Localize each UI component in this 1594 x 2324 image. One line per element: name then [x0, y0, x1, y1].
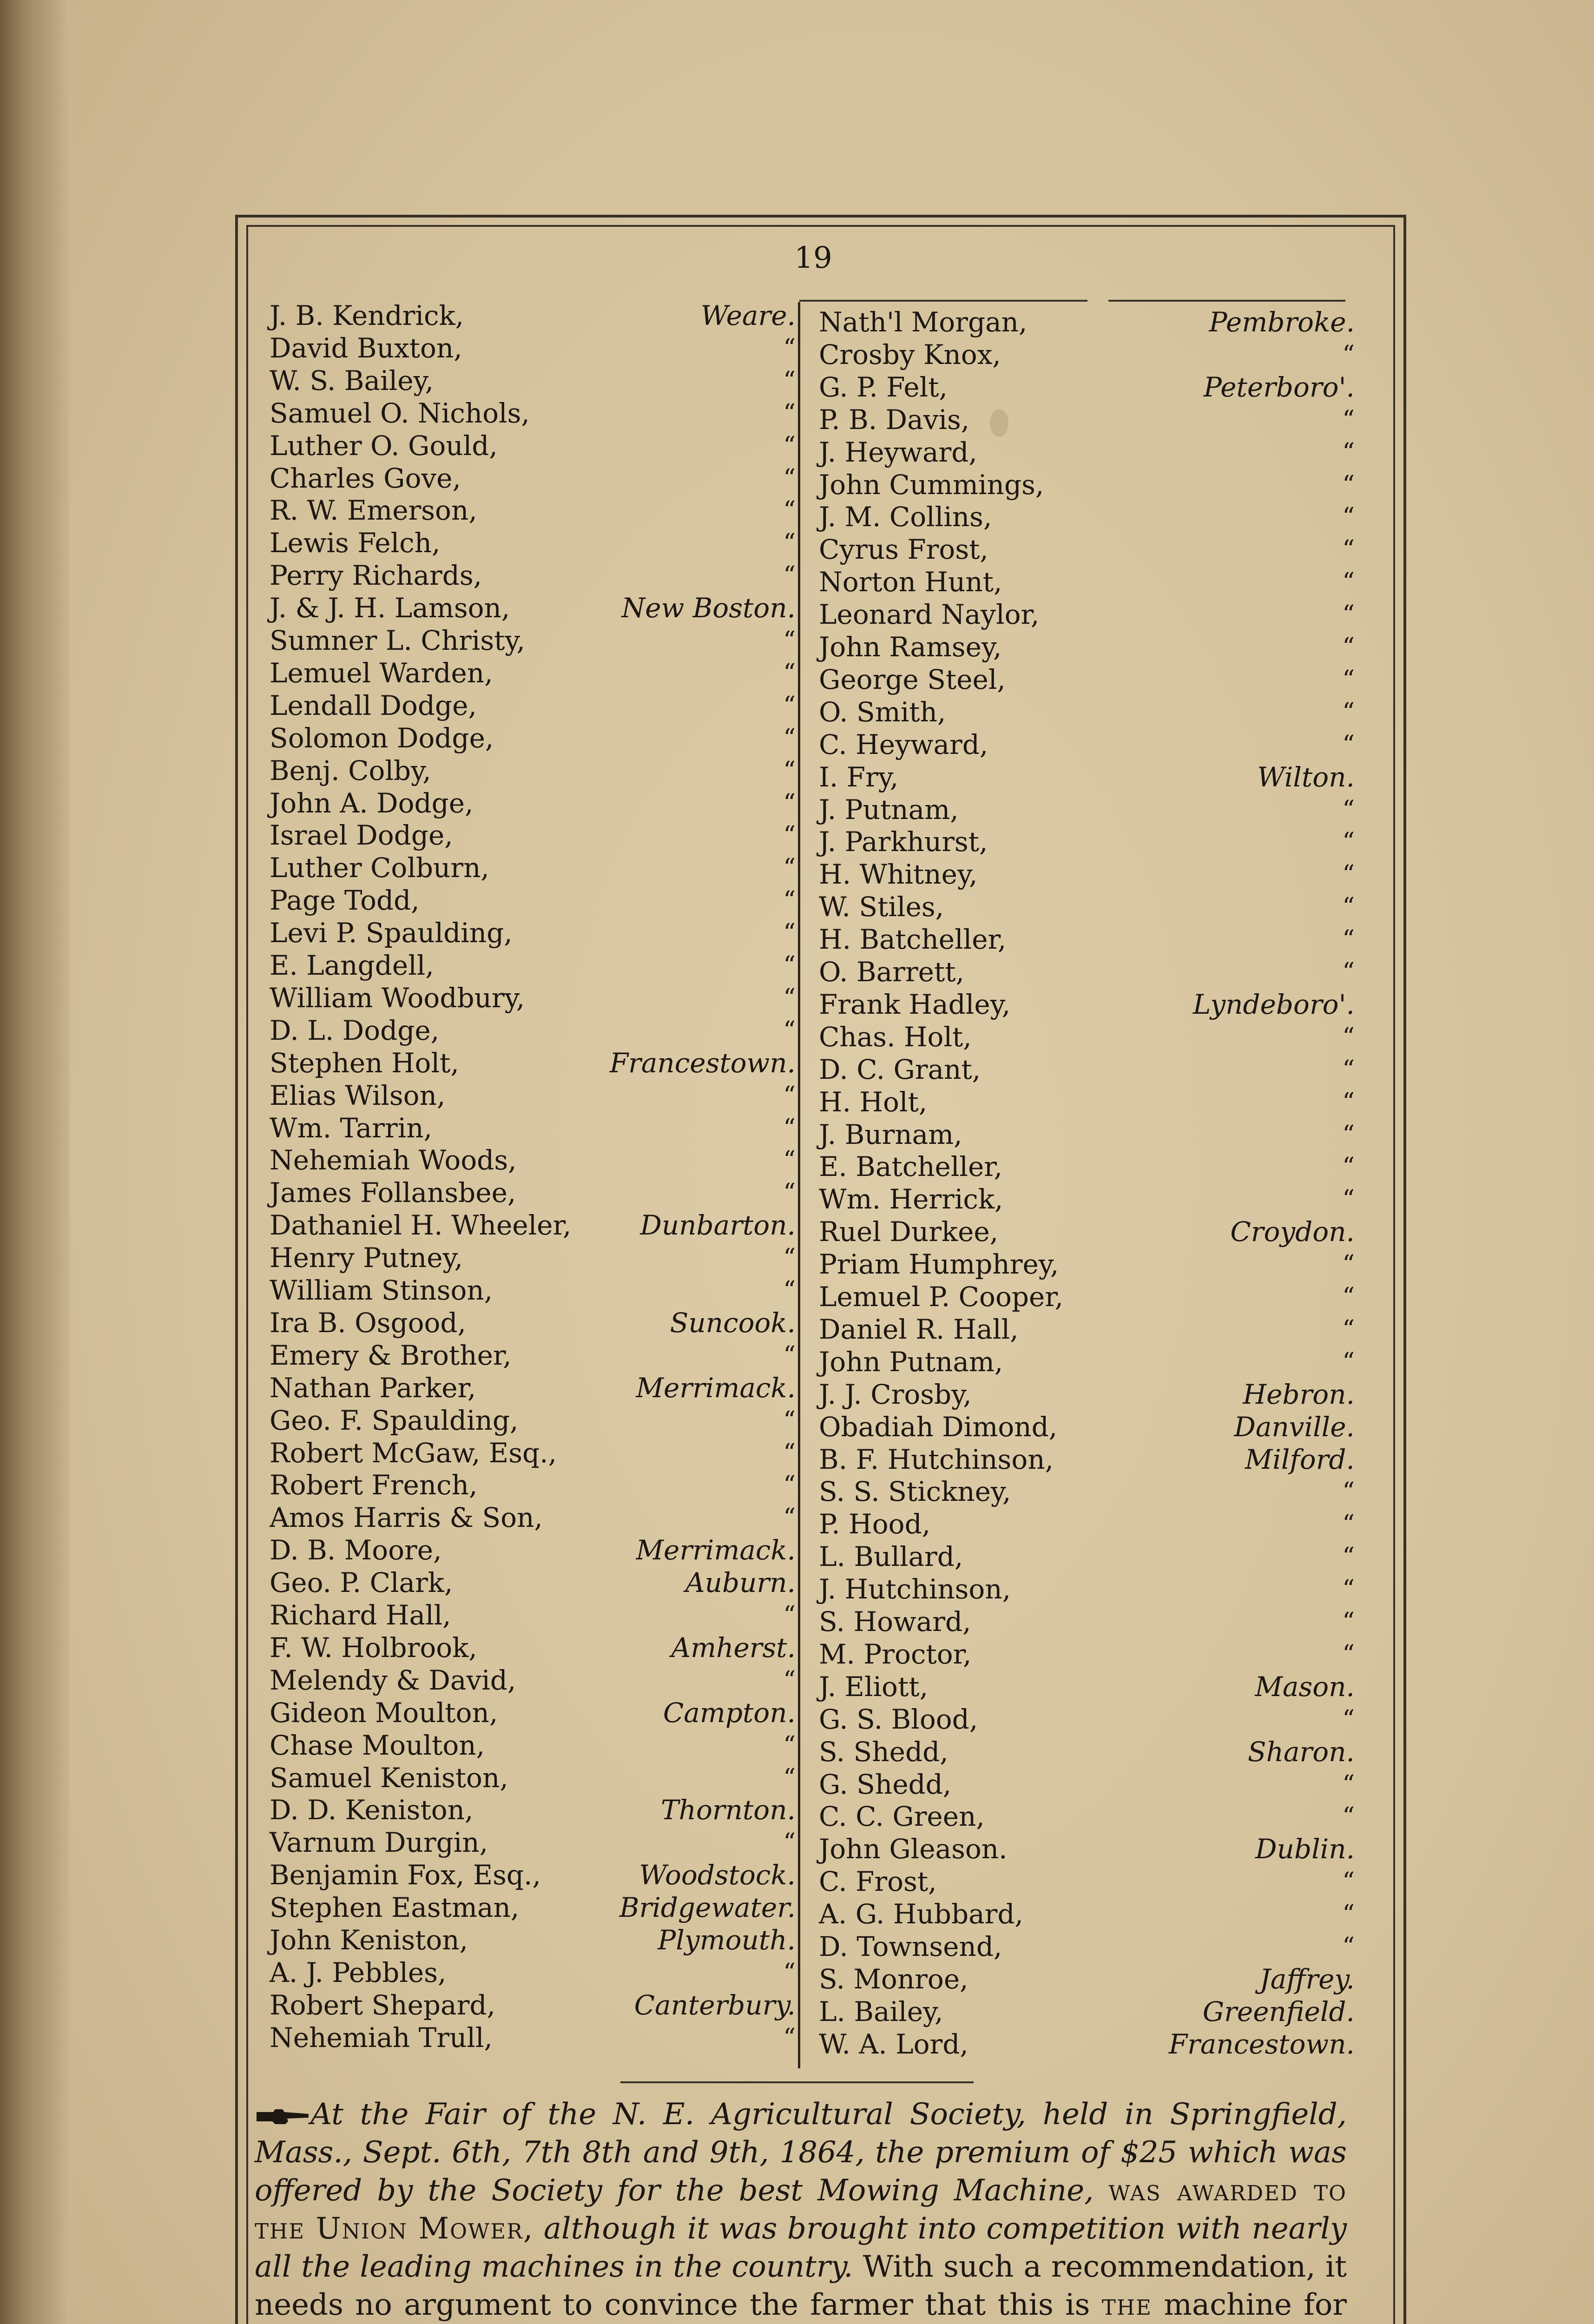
entry-name: Geo. F. Spaulding, — [270, 1404, 519, 1436]
ditto-mark: “ — [1342, 828, 1355, 856]
ditto-mark: “ — [783, 1439, 796, 1467]
entry-name: D. B. Moore, — [270, 1534, 442, 1566]
entry-name: Israel Dodge, — [270, 819, 453, 852]
entry-name: Benj. Colby, — [270, 754, 431, 786]
entry-name: J. Heyward, — [819, 436, 977, 468]
entry-name: H. Batcheller, — [819, 924, 1007, 956]
ditto-mark: “ — [783, 1406, 796, 1434]
entry-name: David Buxton, — [270, 332, 462, 364]
ditto-mark: “ — [1342, 1575, 1355, 1604]
entry-name: Wm. Herrick, — [819, 1183, 1003, 1215]
ditto-mark: “ — [1342, 795, 1355, 824]
entry-name: D. D. Keniston, — [270, 1794, 474, 1826]
entry-place: Dunbarton. — [640, 1209, 796, 1241]
entry-name: Perry Richards, — [270, 560, 482, 592]
header-rule-left — [799, 300, 1087, 302]
entry-name: John Putnam, — [819, 1346, 1003, 1378]
entry-name: Nehemiah Woods, — [270, 1144, 517, 1176]
entry-name: D. Townsend, — [819, 1931, 1002, 1962]
entry-name: Robert McGaw, Esq., — [270, 1437, 557, 1469]
entry-name: Levi P. Spaulding, — [270, 917, 513, 949]
entry-name: Obadiah Dimond, — [819, 1411, 1058, 1443]
ditto-mark: “ — [1342, 860, 1355, 889]
ditto-mark: “ — [1342, 1770, 1355, 1798]
ditto-mark: “ — [783, 2023, 796, 2052]
entry-place: Woodstock. — [639, 1859, 796, 1891]
entry-name: S. Shedd, — [819, 1736, 948, 1768]
entry-name: W. S. Bailey, — [270, 364, 434, 396]
ditto-mark: “ — [783, 366, 796, 395]
entry-place: Merrimack. — [636, 1372, 796, 1404]
ditto-mark: “ — [783, 1244, 796, 1272]
notice-awarded: was awarded to the Union Mower, — [255, 2173, 1347, 2246]
ditto-mark: “ — [1342, 438, 1355, 466]
ditto-mark: “ — [1342, 1900, 1355, 1928]
ditto-mark: “ — [783, 431, 796, 460]
entry-name: Charles Gove, — [270, 462, 461, 494]
entry-name: E. Langdell, — [270, 950, 434, 981]
entry-name: Robert Shepard, — [270, 1989, 495, 2021]
entry-name: Solomon Dodge, — [270, 722, 494, 754]
ditto-mark: “ — [783, 1504, 796, 1532]
ditto-mark: “ — [1342, 1543, 1355, 1571]
entry-name: G. S. Blood, — [819, 1703, 978, 1735]
ditto-mark: “ — [783, 627, 796, 654]
entry-name: John A. Dodge, — [270, 787, 474, 819]
ditto-mark: “ — [783, 789, 796, 817]
entry-name: C. C. Green, — [819, 1801, 985, 1833]
ditto-mark: “ — [783, 984, 796, 1012]
ditto-mark: “ — [783, 399, 796, 427]
entry-name: C. Heyward, — [819, 728, 988, 760]
entry-name: Dathaniel H. Wheeler, — [270, 1209, 572, 1241]
notice-the: the — [1101, 2288, 1152, 2322]
ditto-mark: “ — [1342, 1608, 1355, 1636]
ditto-mark: “ — [1342, 1802, 1355, 1831]
entry-name: Stephen Holt, — [270, 1047, 459, 1079]
ditto-mark: “ — [783, 1179, 796, 1207]
entry-name: Lendall Dodge, — [270, 689, 477, 721]
header-rule-right — [1108, 300, 1345, 302]
entry-name: I. Fry, — [819, 761, 899, 793]
entry-place: Bridgewater. — [619, 1892, 796, 1924]
entry-name: B. F. Hutchinson, — [819, 1443, 1054, 1475]
ditto-mark: “ — [783, 496, 796, 525]
notice-text-3: although it was brought into competition with nearly all the leading machines in the country. — [255, 2212, 1347, 2284]
entry-place: Hebron. — [1243, 1378, 1355, 1410]
entry-place: Greenfield. — [1202, 1995, 1355, 2027]
entry-name: J. Putnam, — [819, 793, 959, 825]
entry-name: Page Todd, — [270, 885, 420, 917]
ditto-mark: “ — [1342, 405, 1355, 434]
entry-place: Auburn. — [685, 1567, 796, 1599]
entry-name: J. & J. H. Lamson, — [270, 592, 510, 624]
book-spine-shadow — [0, 0, 70, 2324]
ditto-mark: “ — [783, 1341, 796, 1369]
ditto-mark: “ — [1342, 1055, 1355, 1083]
entry-place: Sharon. — [1247, 1736, 1355, 1768]
entry-name: L. Bailey, — [819, 1995, 943, 2027]
ditto-mark: “ — [1342, 1088, 1355, 1116]
entry-name: Elias Wilson, — [270, 1079, 446, 1111]
ditto-mark: “ — [1342, 1640, 1355, 1668]
entry-place: Campton. — [663, 1697, 796, 1729]
entry-place: Amherst. — [671, 1631, 796, 1664]
ditto-mark: “ — [783, 1666, 796, 1694]
entry-place: Wilton. — [1257, 761, 1355, 793]
ditto-mark: “ — [1342, 601, 1355, 629]
entry-name: Daniel R. Hall, — [819, 1313, 1019, 1345]
ditto-mark: “ — [1342, 1705, 1355, 1733]
entry-name: Lewis Felch, — [270, 527, 441, 559]
entry-name: W. A. Lord, — [819, 2028, 968, 2060]
entry-name: William Woodbury, — [270, 982, 525, 1014]
ditto-mark: “ — [783, 464, 796, 492]
ditto-mark: “ — [783, 334, 796, 362]
entry-name: Nehemiah Trull, — [270, 2021, 493, 2053]
ditto-mark: “ — [1342, 958, 1355, 986]
entry-name: William Stinson, — [270, 1274, 493, 1306]
ditto-mark: “ — [783, 854, 796, 882]
advertisement-notice — [255, 2095, 1347, 2324]
entry-place: Canterbury. — [634, 1989, 796, 2021]
pointing-hand-icon — [255, 2106, 310, 2128]
entry-name: Robert French, — [270, 1469, 478, 1501]
ditto-mark: “ — [1342, 1315, 1355, 1343]
entry-name: J. Burnam, — [819, 1118, 962, 1150]
entry-place: Milford. — [1245, 1443, 1355, 1475]
notice-text-4: With such a recommendation, it needs no argument to convince the farmer that this is — [255, 2250, 1347, 2322]
entry-name: Amos Harris & Son, — [270, 1502, 543, 1534]
entry-name: Frank Hadley, — [819, 988, 1011, 1020]
entry-name: Ira B. Osgood, — [270, 1307, 466, 1339]
ditto-mark: “ — [1342, 1120, 1355, 1149]
entry-place: Croydon. — [1230, 1216, 1355, 1248]
entry-place: Merrimack. — [636, 1534, 796, 1566]
entry-place: New Boston. — [621, 592, 796, 624]
entry-place: Mason. — [1255, 1670, 1355, 1703]
ditto-mark: “ — [783, 886, 796, 915]
ditto-mark: “ — [1342, 1023, 1355, 1051]
ditto-mark: “ — [1342, 1250, 1355, 1279]
entry-place: Weare. — [700, 300, 796, 331]
entry-name: Leonard Naylor, — [819, 599, 1040, 631]
ditto-mark: “ — [783, 756, 796, 785]
entry-name: G. Shedd, — [819, 1768, 952, 1800]
ditto-mark: “ — [783, 1276, 796, 1304]
ditto-mark: “ — [1342, 1185, 1355, 1214]
page-number: 19 — [794, 241, 832, 275]
entry-name: J. Hutchinson, — [819, 1573, 1011, 1605]
entry-name: Chase Moulton, — [270, 1729, 485, 1761]
ditto-mark: “ — [783, 1731, 796, 1759]
entry-place: Lyndeboro'. — [1192, 988, 1355, 1020]
ditto-mark: “ — [1342, 633, 1355, 661]
notice-text-6: machine for — [1164, 2288, 1347, 2322]
ditto-mark: “ — [783, 1601, 796, 1629]
entry-name: J. J. Crosby, — [819, 1378, 972, 1410]
entry-name: Cyrus Frost, — [819, 534, 988, 566]
entry-name: S. Monroe, — [819, 1963, 968, 1995]
entry-name: Lemuel Warden, — [270, 657, 493, 689]
entry-name: Lemuel P. Cooper, — [819, 1281, 1064, 1313]
entry-name: J. Eliott, — [819, 1670, 929, 1703]
ditto-mark: “ — [1342, 470, 1355, 499]
entry-name: P. B. Davis, — [819, 403, 970, 436]
ditto-mark: “ — [783, 1146, 796, 1175]
entry-name: Samuel O. Nichols, — [270, 397, 530, 429]
entry-place: Thornton. — [660, 1794, 796, 1826]
entry-name: Wm. Tarrin, — [270, 1112, 433, 1144]
entry-place: Danville. — [1234, 1411, 1355, 1443]
ditto-mark: “ — [1342, 1347, 1355, 1376]
ditto-mark: “ — [1342, 568, 1355, 596]
ditto-mark: “ — [783, 1081, 796, 1109]
notice-rule — [620, 2081, 974, 2083]
ditto-mark: “ — [783, 821, 796, 850]
entry-name: R. W. Emerson, — [270, 495, 477, 527]
ditto-mark: “ — [1342, 340, 1355, 369]
entry-name: Crosby Knox, — [819, 338, 1001, 370]
entry-name: C. Frost, — [819, 1866, 937, 1898]
ditto-mark: “ — [1342, 1868, 1355, 1896]
entry-name: L. Bullard, — [819, 1541, 963, 1573]
ditto-mark: “ — [783, 1114, 796, 1142]
entry-name: John Ramsey, — [819, 631, 1002, 663]
entry-place: Francestown. — [609, 1047, 796, 1079]
column-divider — [798, 302, 800, 2068]
entry-name: Melendy & David, — [270, 1664, 516, 1696]
entry-name: D. C. Grant, — [819, 1053, 981, 1085]
entry-name: Priam Humphrey, — [819, 1248, 1059, 1281]
entry-name: Ruel Durkee, — [819, 1216, 999, 1248]
entry-name: Sumner L. Christy, — [270, 625, 525, 656]
ditto-mark: “ — [783, 724, 796, 752]
entry-name: J. M. Collins, — [819, 501, 992, 533]
entry-place: Jaffrey. — [1259, 1963, 1355, 1995]
entry-name: J. B. Kendrick, — [270, 300, 464, 331]
entry-name: Samuel Keniston, — [270, 1762, 508, 1794]
ditto-mark: “ — [783, 561, 796, 590]
entry-name: Stephen Eastman, — [270, 1892, 520, 1924]
entry-place: Peterboro'. — [1203, 371, 1355, 403]
entry-place: Francestown. — [1168, 2028, 1355, 2060]
entry-name: Varnum Durgin, — [270, 1827, 488, 1859]
ditto-mark: “ — [1342, 1510, 1355, 1538]
ditto-mark: “ — [1342, 730, 1355, 759]
entry-name: John Cummings, — [819, 469, 1044, 501]
entry-name: John Keniston, — [270, 1924, 468, 1956]
ditto-mark: “ — [1342, 925, 1355, 954]
entry-name: Richard Hall, — [270, 1599, 451, 1631]
ditto-mark: “ — [783, 691, 796, 720]
entry-place: Suncook. — [670, 1307, 796, 1339]
entry-name: S. S. Stickney, — [819, 1476, 1011, 1508]
entry-name: H. Holt, — [819, 1086, 928, 1118]
ditto-mark: “ — [783, 951, 796, 979]
entry-name: Henry Putney, — [270, 1242, 463, 1274]
entry-name: O. Smith, — [819, 696, 946, 728]
entry-name: Nath'l Morgan, — [819, 306, 1028, 338]
ditto-mark: “ — [783, 1763, 796, 1792]
entry-name: H. Whitney, — [819, 858, 978, 891]
entry-name: G. P. Felt, — [819, 371, 948, 403]
ditto-mark: “ — [1342, 535, 1355, 564]
ditto-mark: “ — [1342, 1933, 1355, 1961]
ditto-mark: “ — [1342, 503, 1355, 531]
ditto-mark: “ — [783, 1471, 796, 1499]
entry-place: Dublin. — [1255, 1833, 1355, 1865]
entry-name: Luther Colburn, — [270, 852, 489, 884]
entry-name: M. Proctor, — [819, 1638, 972, 1670]
ditto-mark: “ — [1342, 698, 1355, 726]
ditto-mark: “ — [783, 1016, 796, 1044]
entry-name: E. Batcheller, — [819, 1151, 1003, 1183]
entry-name: Emery & Brother, — [270, 1339, 512, 1371]
entry-name: O. Barrett, — [819, 956, 965, 988]
ditto-mark: “ — [783, 919, 796, 947]
entry-name: George Steel, — [819, 663, 1006, 695]
entry-name: J. Parkhurst, — [819, 826, 988, 858]
entry-name: P. Hood, — [819, 1508, 931, 1540]
entry-name: F. W. Holbrook, — [270, 1631, 477, 1664]
notice-text-1: At the Fair of the N. E. Agricultural Society, held in Springfield, Mass., Sept. 6th, 7th 8th and 9th, 1864, the premium of $25 which was offered by the Society for the best Mowing Machine, — [255, 2097, 1347, 2208]
entry-name: A. G. Hubbard, — [819, 1898, 1023, 1930]
ditto-mark: “ — [783, 1958, 796, 1987]
entry-name: Gideon Moulton, — [270, 1697, 498, 1729]
ditto-mark: “ — [1342, 1478, 1355, 1506]
entry-name: Nathan Parker, — [270, 1372, 476, 1404]
entry-name: D. L. Dodge, — [270, 1014, 440, 1046]
entry-place: Pembroke. — [1209, 306, 1355, 338]
ditto-mark: “ — [1342, 1153, 1355, 1181]
ditto-mark: “ — [1342, 1283, 1355, 1311]
entry-place: Plymouth. — [658, 1924, 796, 1956]
ditto-mark: “ — [783, 659, 796, 687]
entry-name: Benjamin Fox, Esq., — [270, 1859, 541, 1891]
ditto-mark: “ — [1342, 893, 1355, 921]
entry-name: A. J. Pebbles, — [270, 1956, 447, 1988]
ditto-mark: “ — [783, 529, 796, 557]
entry-name: John Gleason. — [819, 1833, 1008, 1865]
entry-name: Luther O. Gould, — [270, 429, 498, 462]
entry-name: Chas. Holt, — [819, 1021, 972, 1053]
entry-name: W. Stiles, — [819, 891, 944, 923]
entry-name: Geo. P. Clark, — [270, 1567, 453, 1599]
entry-name: Norton Hunt, — [819, 566, 1002, 598]
entry-name: James Follansbee, — [270, 1177, 516, 1209]
entry-name: S. Howard, — [819, 1606, 971, 1637]
ditto-mark: “ — [1342, 665, 1355, 693]
ditto-mark: “ — [783, 1829, 796, 1857]
